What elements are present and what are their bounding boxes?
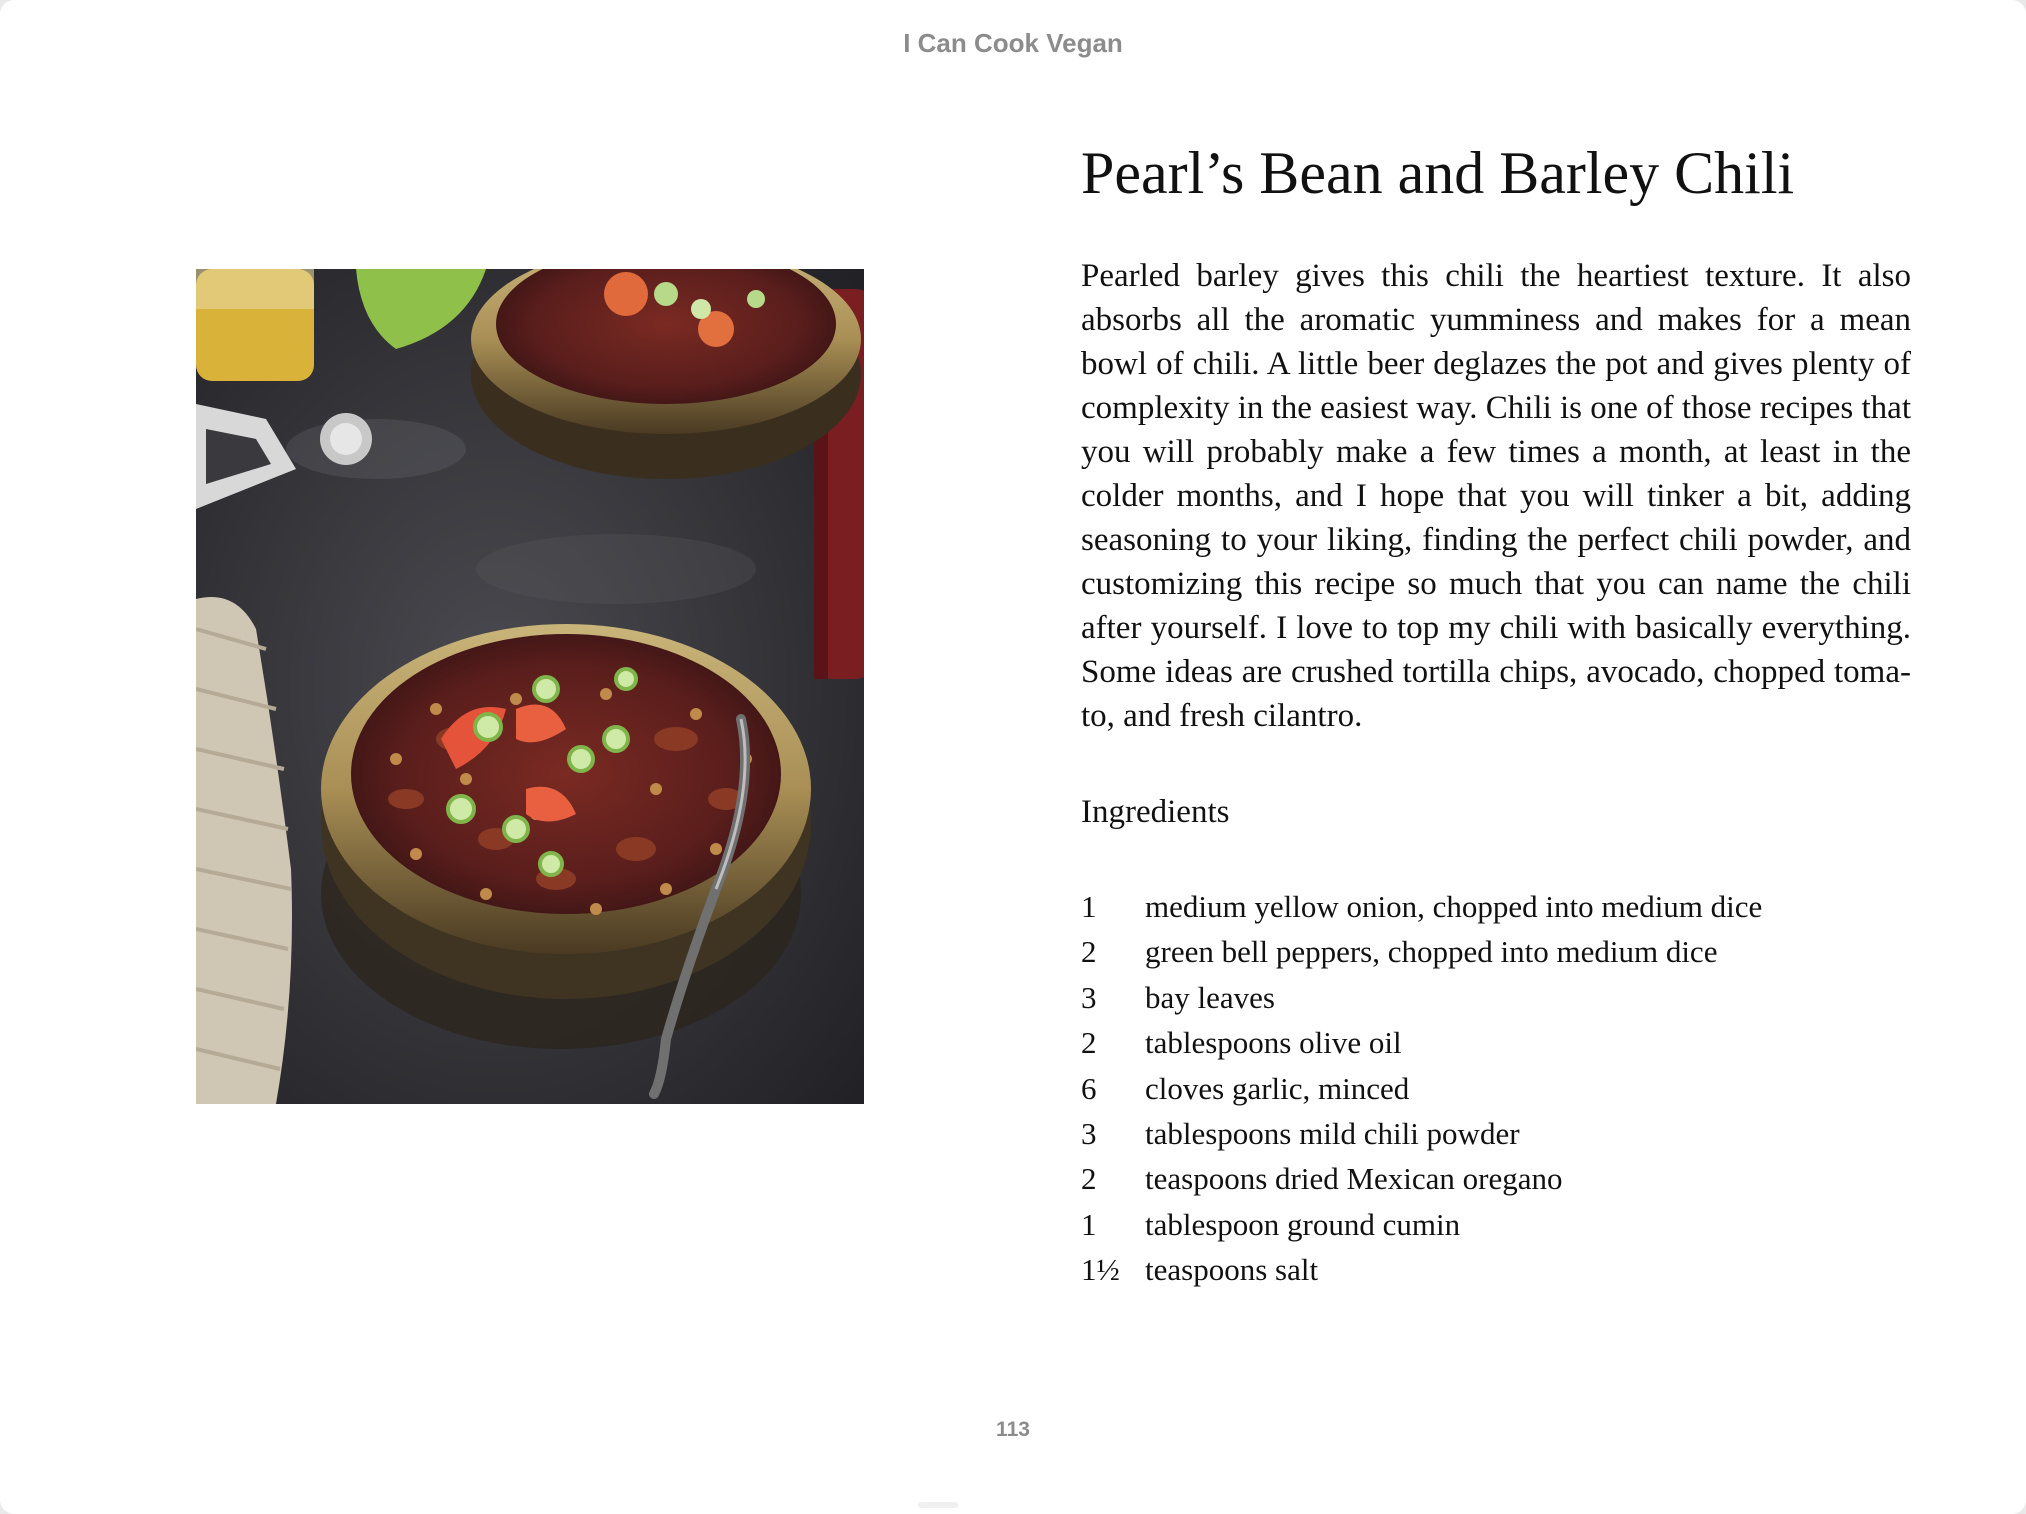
ingredient-qty: 1½ [1081,1252,1120,1288]
book-title: I Can Cook Vegan [903,28,1123,58]
page-handle[interactable] [918,1502,958,1508]
ingredient-row [1081,1156,1911,1201]
ingredient-row [1081,1202,1911,1247]
ingredient-row [1081,1020,1911,1065]
recipe-text-column [1081,130,1911,1293]
recipe-intro: Pearled barley gives this chili the heartiest texture. It also absorbs all the aromatic yumminess and makes for a mean bowl of chili. A little beer deglazes the pot and gives plenty of complexity in the easiest way. Chili is one of those recipes that you will probably make a few times a month, at least in the colder months, and I hope that you will tinker a bit, adding seasoning to your liking, finding the perfect chili powder, and customizing this recipe so much that you can name the chili after yourself. I love to top my chili with basically everything. Some ideas are crushed tortilla chips, avocado, chopped tomato, and fresh cilantro. [1081,258,1911,734]
ingredient-row [1081,884,1911,929]
ingredient-item: tablespoons olive oil [1145,1025,1402,1061]
ingredient-qty: 1 [1081,1206,1097,1242]
ingredient-item: medium yellow onion, chopped into medium dice [1145,889,1763,924]
page-number: 113 [996,1418,1030,1441]
ingredient-row [1081,1066,1911,1111]
ingredient-qty: 1 [1081,889,1097,924]
ingredient-row [1081,975,1911,1020]
ingredient-item: cloves garlic, minced [1145,1070,1410,1106]
ingredient-row [1081,929,1911,974]
ingredient-qty: 2 [1081,1025,1097,1061]
ingredients-heading: Ingredients [1081,794,1230,830]
ingredient-row [1081,1247,1911,1292]
ingredient-qty: 6 [1081,1070,1097,1106]
ingredient-qty: 2 [1081,1161,1097,1197]
ingredient-item: green bell peppers, chopped into medium dice [1145,934,1718,970]
recipe-title: Pearl’s Bean and Barley Chili [1081,140,1795,206]
ingredients-list [1081,884,1911,1293]
ingredient-item: tablespoons mild chili powder [1145,1116,1520,1152]
ingredient-item: teaspoons salt [1145,1252,1319,1288]
ingredient-qty: 3 [1081,1116,1097,1152]
ingredient-qty: 2 [1081,934,1097,970]
ingredient-qty: 3 [1081,979,1097,1015]
ingredient-item: teaspoons dried Mexican oregano [1145,1161,1563,1197]
ingredient-item: bay leaves [1145,979,1275,1015]
ingredient-row [1081,1111,1911,1156]
recipe-photo [196,269,864,1104]
ingredient-item: tablespoon ground cumin [1145,1206,1461,1242]
